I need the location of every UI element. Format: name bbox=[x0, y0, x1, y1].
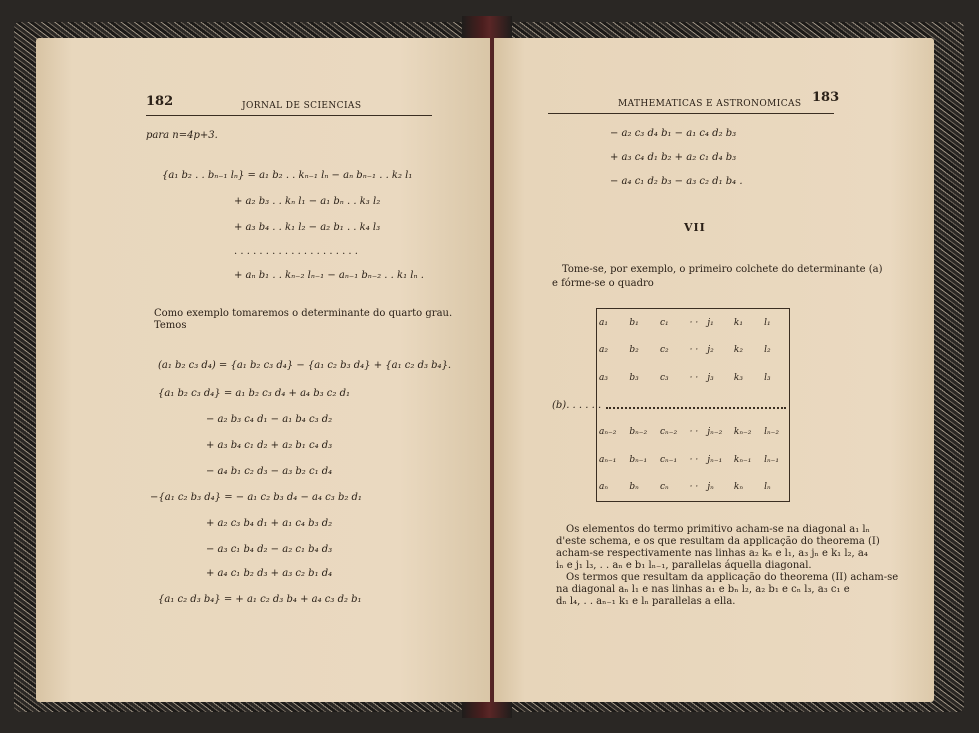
matrix-cell: l₂ bbox=[764, 345, 771, 356]
matrix-cell: bₙ₋₁ bbox=[629, 454, 648, 465]
matrix-cell: · · bbox=[689, 454, 699, 465]
paragraph-line: Temos bbox=[154, 320, 187, 331]
equation-line: + a₃ c₄ d₁ b₂ + a₂ c₁ d₄ b₃ bbox=[610, 152, 737, 163]
paragraph-line: d'este schema, e os que resultam da applicação do theorema (I) bbox=[556, 536, 880, 547]
matrix-cell: jₙ₋₂ bbox=[707, 427, 723, 438]
equation-line: − a₄ b₁ c₂ d₃ − a₃ b₂ c₁ d₄ bbox=[206, 466, 333, 477]
page-number-left: 182 bbox=[146, 94, 174, 109]
matrix-cell: a₁ bbox=[599, 317, 608, 328]
equation-line: − a₂ c₃ d₄ b₁ − a₁ c₄ d₂ b₃ bbox=[610, 128, 737, 139]
matrix-cell: k₃ bbox=[733, 372, 743, 383]
right-page bbox=[494, 38, 934, 702]
paragraph-line: iₙ e j₁ l₃, . . aₙ e b₁ lₙ₋₁, parallelas áquella diagonal. bbox=[556, 560, 812, 571]
equation-line: {a₁ b₂ c₃ d₄} = a₁ b₂ c₃ d₄ + a₄ b₃ c₂ d₁ bbox=[158, 388, 351, 399]
matrix-cell: jₙ₋₁ bbox=[707, 454, 723, 465]
equation-line: + a₂ b₃ . . kₙ l₁ − a₁ bₙ . . k₃ l₂ bbox=[234, 196, 381, 207]
matrix-cell: · · bbox=[689, 317, 699, 328]
matrix-cell: j₂ bbox=[707, 345, 714, 356]
paragraph-line: Como exemplo tomaremos o determinante do quarto grau. bbox=[154, 308, 453, 319]
equation-line: {a₁ b₂ . . bₙ₋₁ lₙ} = a₁ b₂ . . kₙ₋₁ lₙ − aₙ bₙ₋₁ . . k₂ l₁ bbox=[162, 170, 413, 181]
equation-line: + aₙ b₁ . . kₙ₋₂ lₙ₋₁ − aₙ₋₁ bₙ₋₂ . . k₁ lₙ . bbox=[234, 270, 424, 281]
matrix-row bbox=[597, 364, 790, 391]
equation-line: (a₁ b₂ c₃ d₄) = {a₁ b₂ c₃ d₄} − {a₁ c₂ b₃ d₄} + {a₁ c₂ d₃ b₄}. bbox=[158, 360, 452, 371]
matrix-cell: k₂ bbox=[733, 345, 743, 356]
matrix-cell: aₙ bbox=[599, 482, 609, 493]
equation-line: − a₃ c₁ b₄ d₂ − a₂ c₁ b₄ d₃ bbox=[206, 544, 333, 555]
matrix-cell: cₙ₋₁ bbox=[660, 454, 678, 465]
matrix-cell: kₙ bbox=[733, 482, 743, 493]
running-head-right: MATHEMATICAS E ASTRONOMICAS bbox=[618, 99, 802, 109]
matrix-cell: c₁ bbox=[660, 317, 669, 328]
ellipsis-line: . . . . . . . . . . . . . . . . . . . . bbox=[234, 246, 358, 257]
matrix-cell bbox=[597, 391, 790, 418]
equation-line: −{a₁ c₂ b₃ d₄} = − a₁ c₂ b₃ d₄ − a₄ c₃ b₂ d₁ bbox=[150, 492, 362, 503]
running-head-left: JORNAL DE SCIENCIAS bbox=[242, 101, 362, 111]
page-number-right: 183 bbox=[812, 90, 840, 105]
matrix-row bbox=[597, 419, 790, 446]
equation-line: + a₄ c₁ b₂ d₃ + a₃ c₂ b₁ d₄ bbox=[206, 568, 333, 579]
equation-line: − a₄ c₁ d₂ b₃ − a₃ c₂ d₁ b₄ . bbox=[610, 176, 743, 187]
equation-line: + a₂ c₃ b₄ d₁ + a₁ c₄ b₃ d₂ bbox=[206, 518, 333, 529]
matrix-cell: a₃ bbox=[599, 372, 608, 383]
left-page bbox=[36, 38, 490, 702]
matrix-cell: l₃ bbox=[764, 372, 771, 383]
matrix-cell: bₙ₋₂ bbox=[629, 427, 648, 438]
paragraph-line: Tome-se, por exemplo, o primeiro colchete do determinante (a) bbox=[562, 264, 883, 275]
equation-line: + a₃ b₄ c₁ d₂ + a₂ b₁ c₄ d₃ bbox=[206, 440, 333, 451]
paragraph-line: e fórme-se o quadro bbox=[552, 278, 654, 289]
matrix-cell: lₙ₋₂ bbox=[764, 427, 780, 438]
matrix-row-dotted bbox=[597, 391, 790, 418]
paragraph-line: na diagonal aₙ l₁ e nas linhas a₁ e bₙ l₂, a₂ b₁ e cₙ l₃, a₃ c₁ e bbox=[556, 584, 850, 595]
matrix-label-b: (b). . . . . . bbox=[552, 400, 602, 411]
matrix-cell: · · bbox=[689, 482, 699, 493]
matrix-cell: · · bbox=[689, 372, 699, 383]
paragraph-line: acham-se respectivamente nas linhas a₂ kₙ e l₁, a₃ jₙ e k₁ l₂, a₄ bbox=[556, 548, 868, 559]
matrix-row bbox=[597, 446, 790, 473]
matrix-row bbox=[597, 473, 790, 501]
matrix-row bbox=[597, 336, 790, 363]
matrix-cell: b₂ bbox=[629, 345, 639, 356]
matrix-cell: lₙ bbox=[764, 482, 771, 493]
paragraph-line: dₙ l₄, . . aₙ₋₁ k₁ e lₙ parallelas a ella. bbox=[556, 596, 736, 607]
matrix-cell: cₙ bbox=[660, 482, 669, 493]
schema-matrix bbox=[596, 308, 790, 502]
matrix-cell: c₃ bbox=[660, 372, 669, 383]
matrix-cell: j₃ bbox=[707, 372, 714, 383]
matrix-cell: · · bbox=[689, 427, 699, 438]
header-rule-left bbox=[146, 115, 432, 116]
matrix-cell: aₙ₋₁ bbox=[599, 454, 617, 465]
section-heading: VII bbox=[684, 221, 706, 234]
matrix-cell: kₙ₋₁ bbox=[733, 454, 752, 465]
matrix-cell: j₁ bbox=[707, 317, 714, 328]
matrix-dotted-row bbox=[606, 407, 786, 409]
matrix-cell: jₙ bbox=[707, 482, 714, 493]
matrix-cell: aₙ₋₂ bbox=[599, 427, 617, 438]
matrix-cell: cₙ₋₂ bbox=[660, 427, 678, 438]
matrix-row bbox=[597, 309, 790, 337]
equation-line: {a₁ c₂ d₃ b₄} = + a₁ c₂ d₃ b₄ + a₄ c₃ d₂ b₁ bbox=[158, 594, 362, 605]
matrix-cell: bₙ bbox=[629, 482, 639, 493]
matrix-cell: a₂ bbox=[599, 345, 608, 356]
matrix-cell: · · bbox=[689, 345, 699, 356]
text-line: para n=4p+3. bbox=[146, 130, 218, 141]
matrix-cell: kₙ₋₂ bbox=[733, 427, 752, 438]
matrix-cell: b₃ bbox=[629, 372, 639, 383]
paragraph-line: Os termos que resultam da applicação do theorema (II) acham-se bbox=[566, 572, 899, 583]
matrix-cell: k₁ bbox=[733, 317, 743, 328]
matrix-cell: c₂ bbox=[660, 345, 669, 356]
matrix-cell: lₙ₋₁ bbox=[764, 454, 780, 465]
header-rule-right bbox=[548, 113, 834, 114]
equation-line: − a₂ b₃ c₄ d₁ − a₁ b₄ c₃ d₂ bbox=[206, 414, 333, 425]
equation-line: + a₃ b₄ . . k₁ l₂ − a₂ b₁ . . k₄ l₃ bbox=[234, 222, 381, 233]
matrix-cell: l₁ bbox=[764, 317, 771, 328]
matrix-cell: b₁ bbox=[629, 317, 639, 328]
paragraph-line: Os elementos do termo primitivo acham-se na diagonal a₁ lₙ bbox=[566, 524, 870, 535]
